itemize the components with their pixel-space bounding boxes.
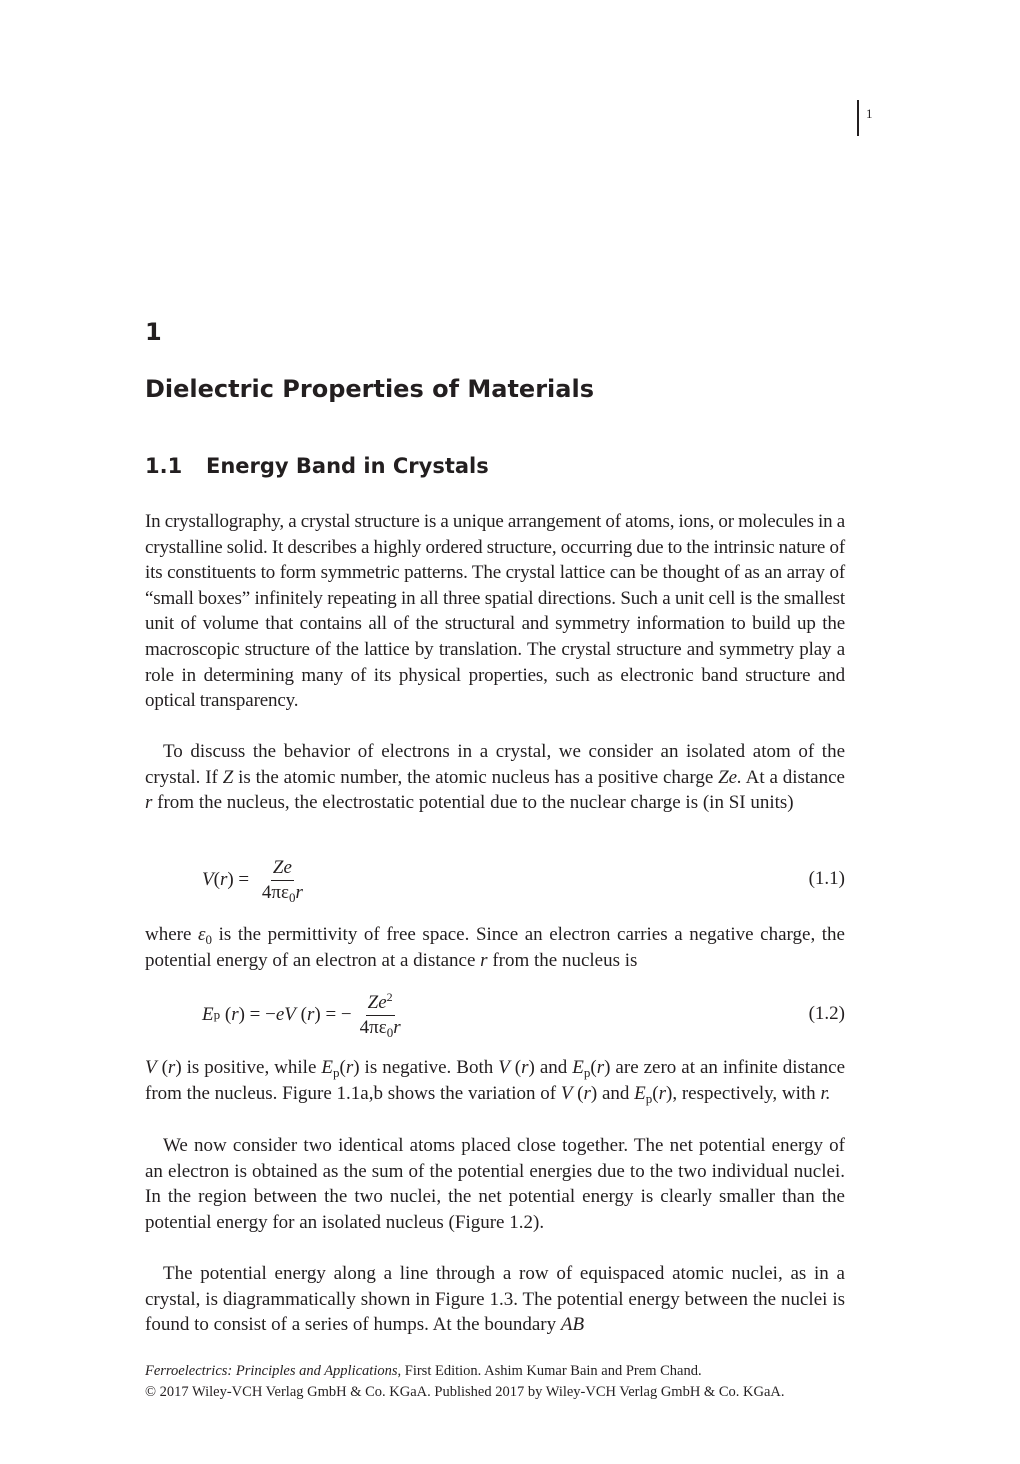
section-number: 1.1 xyxy=(145,454,183,478)
paragraph-3 xyxy=(145,922,845,973)
equation-1-1-fraction: $\frac{Ze}{4\pi\varepsilon_0r}$ xyxy=(261,856,303,905)
section-heading xyxy=(145,454,489,478)
footer-citation xyxy=(145,1361,845,1382)
equation-1-1-number: (1.1) xyxy=(808,868,845,889)
paragraph-2-text: To discuss the behavior of electrons in a crystal, we consider an isolated atom of the crystal. If Z is the atomic number, the atomic nucleus has a positive charge Ze. At a distance r from the nucleus, the electrostatic potential due to the nuclear charge is (in SI units) xyxy=(145,741,845,814)
paragraph-6 xyxy=(145,1261,845,1338)
equation-1-2-fraction: $\frac{Ze^2}{4\pi\varepsilon_0r}$ xyxy=(359,989,401,1040)
footer-book-title: Ferroelectrics: Principles and Applications xyxy=(145,1363,398,1379)
paragraph-5 xyxy=(145,1133,845,1235)
footer-copyright: © 2017 Wiley-VCH Verlag GmbH & Co. KGaA. Published 2017 by Wiley-VCH Verlag GmbH & Co. KGaA. xyxy=(145,1384,785,1400)
chapter-title: Dielectric Properties of Materials xyxy=(145,375,594,403)
equation-1-2-number: (1.2) xyxy=(808,1003,845,1024)
page-number: 1 xyxy=(866,106,873,121)
paragraph-1-text: In crystallography, a crystal structure is a unique arrangement of atoms, ions, or molecules in a crystalline solid. It describes a highly ordered structure, occurring due to the intrinsic nature of its constituents to form symmetric patterns. The crystal lattice can be thought of as an array of “small boxes” infinitely repeating in all three spatial directions. Such a unit cell is the smallest unit of volume that contains all of the structural and symmetry information to build up the macroscopic structure of the lattice by translation. The crystal structure and symmetry play a role in determining many of its physical properties, such as electronic band structure and optical transparency. xyxy=(145,511,845,712)
paragraph-2 xyxy=(145,739,845,816)
equation-1-1 xyxy=(145,852,845,908)
equation-1-1-body: V ( r ) = $\frac{Ze}{4\pi\varepsilon_0r}$ xyxy=(202,856,303,905)
section-title: Energy Band in Crystals xyxy=(206,454,489,478)
paragraph-1 xyxy=(145,509,845,714)
paragraph-4 xyxy=(145,1055,845,1106)
paragraph-6-text: The potential energy along a line through a row of equispaced atomic nuclei, as in a crystal, is diagrammatically shown in Figure 1.3. The potential energy between the nuclei is found to consist of a series of humps. At the boundary AB xyxy=(145,1263,845,1336)
paragraph-3-text: where $\varepsilon_0$ is the permittivity of free space. Since an electron carries a negative charge, the potential energy of an electron at a distance r from the nucleus is xyxy=(145,924,845,971)
page-number-rule xyxy=(857,100,859,136)
paragraph-4-text: V (r) is positive, while $E_p(r)$ is negative. Both V (r) and $E_p(r)$ are zero at an infinite distance from the nucleus. Figure 1.1a,b shows the variation of V (r) and $E_p(r)$, respectively, with r. xyxy=(145,1057,845,1106)
equation-1-2 xyxy=(145,987,845,1043)
footer-edition-authors: , First Edition. Ashim Kumar Bain and Prem Chand. xyxy=(397,1363,702,1379)
chapter-number: 1 xyxy=(145,318,162,346)
paragraph-5-text: We now consider two identical atoms placed close together. The net potential energy of an electron is obtained as the sum of the potential energies due to the two individual nuclei. In the region between the two nuclei, the net potential energy is clearly smaller than the potential energy for an isolated nucleus (Figure 1.2). xyxy=(145,1135,845,1233)
equation-1-2-body: E p ( r ) = − e V ( r ) = − $\frac{Ze^2}{4\pi\varepsilon_0r}$ xyxy=(202,989,401,1040)
